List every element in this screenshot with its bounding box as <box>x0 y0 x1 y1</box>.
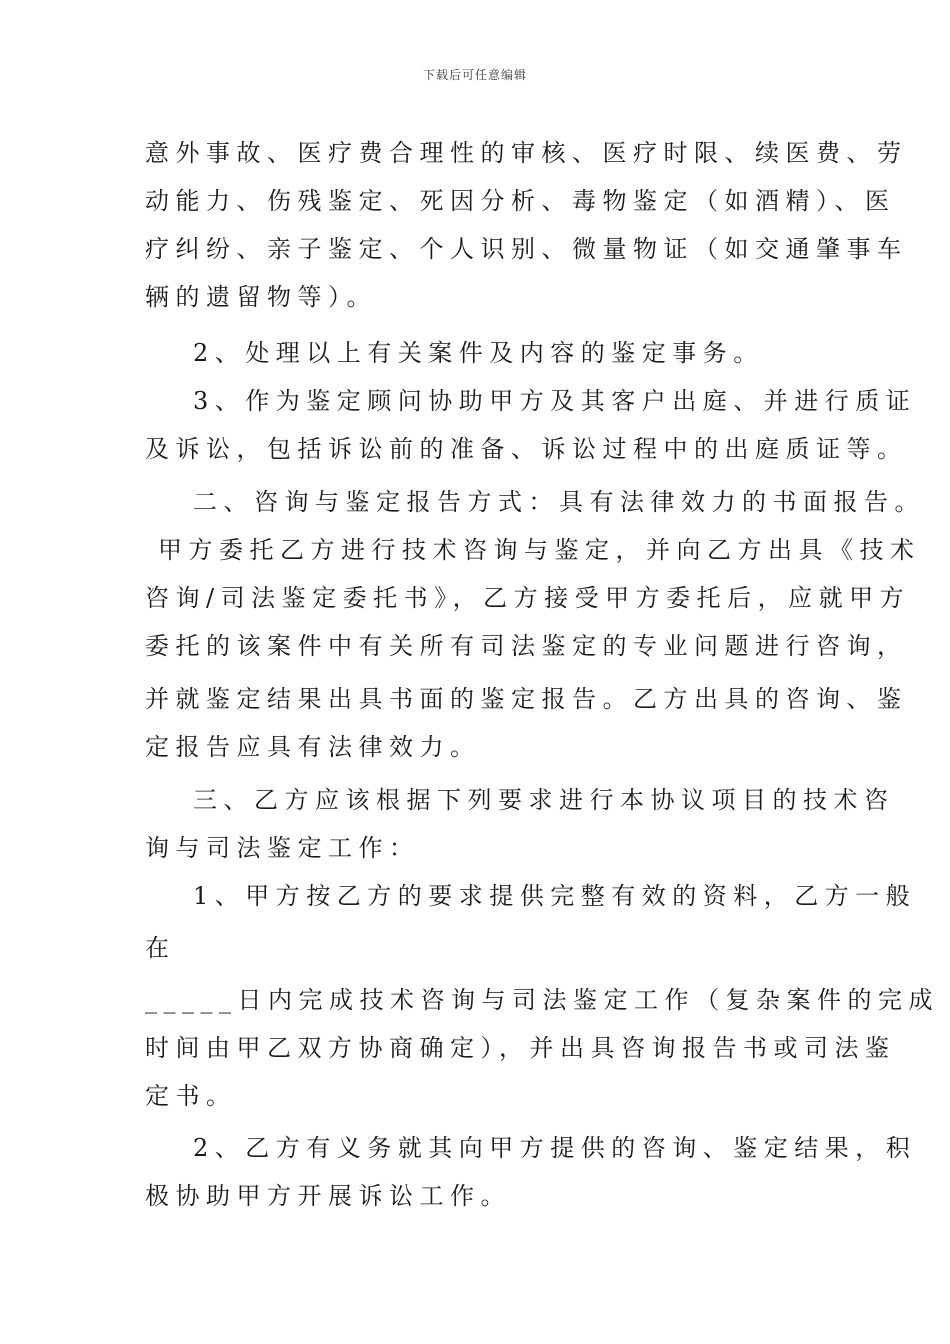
text-line: 三、乙方应该根据下列要求进行本协议项目的技术咨 <box>193 786 895 814</box>
page-header: 下载后可任意编辑 <box>422 68 527 82</box>
text-line: 3、作为鉴定顾问协助甲方及其客户出庭、并进行质证 <box>193 387 917 415</box>
text-line: 2、乙方有义务就其向甲方提供的咨询、鉴定结果，积 <box>193 1134 917 1162</box>
text-line: 及诉讼，包括诉讼前的准备、诉讼过程中的出庭质证等。 <box>145 435 908 463</box>
text-line: _____日内完成技术咨询与司法鉴定工作（复杂案件的完成 <box>145 986 939 1014</box>
text-line: 2、处理以上有关案件及内容的鉴定事务。 <box>193 339 764 367</box>
text-line: 咨询/司法鉴定委托书》，乙方接受甲方委托后，应就甲方 <box>145 584 911 612</box>
text-line: 疗纠纷、亲子鉴定、个人识别、微量物证（如交通肇事车 <box>145 235 908 263</box>
text-line: 甲方委托乙方进行技术咨询与鉴定，并向乙方出具《技术 <box>158 536 921 564</box>
text-line: 意外事故、医疗费合理性的审核、医疗时限、续医费、劳 <box>145 139 908 167</box>
text-line: 询与司法鉴定工作： <box>145 834 420 862</box>
text-line: 在 <box>145 934 176 962</box>
text-line: 极协助甲方开展诉讼工作。 <box>145 1182 511 1210</box>
text-line: 并就鉴定结果出具书面的鉴定报告。乙方出具的咨询、鉴 <box>145 685 908 713</box>
text-line: 定报告应具有法律效力。 <box>145 733 481 761</box>
text-line: 定书。 <box>145 1082 237 1110</box>
text-line: 委托的该案件中有关所有司法鉴定的专业问题进行咨询， <box>145 632 908 660</box>
text-line: 二、咨询与鉴定报告方式：具有法律效力的书面报告。 <box>193 488 925 516</box>
text-line: 辆的遗留物等）。 <box>145 283 377 311</box>
text-line: 动能力、伤残鉴定、死因分析、毒物鉴定（如酒精）、医 <box>145 187 896 215</box>
text-line: 时间由甲乙双方协商确定），并出具咨询报告书或司法鉴 <box>145 1034 896 1062</box>
text-line: 1、甲方按乙方的要求提供完整有效的资料，乙方一般 <box>193 882 917 910</box>
